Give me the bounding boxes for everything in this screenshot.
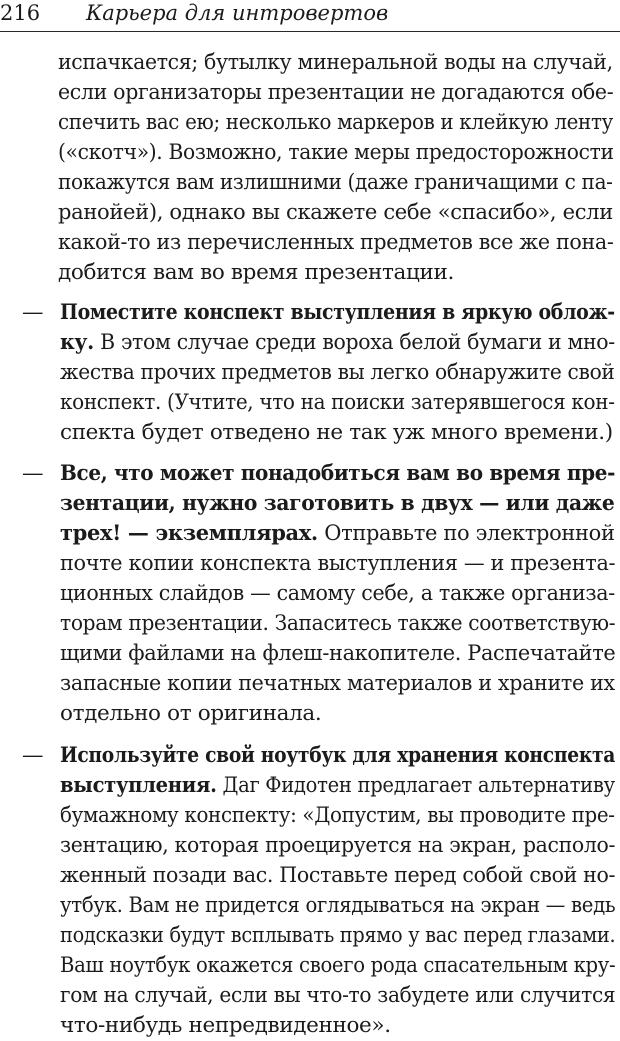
text-line: покажутся вам излишними (даже граничащими с па- (58, 170, 613, 195)
body-text: утбук. Вам не придется оглядываться на экран — ведь (60, 893, 616, 918)
text-line: испачкается; бутылку минеральной воды на случай, (58, 50, 613, 75)
bold-lead-text: Все, что может понадобиться вам во время пре- (60, 461, 616, 486)
page-number: 216 (0, 1, 41, 25)
list-item-line (60, 489, 614, 519)
list-item-line (60, 579, 615, 609)
bold-lead-text: Используйте свой ноутбук для хранения конспекта (60, 743, 616, 768)
body-text: бумажному конспекту: «Допустим, вы проводите пре- (60, 803, 615, 828)
bold-lead-text: зентации, нужно заготовить в двух — или даже (60, 491, 615, 516)
body-text: зентацию, которая проецируется на экран, располо- (60, 833, 616, 858)
list-item-line (60, 771, 615, 801)
body-text: жества прочих предметов вы легко обнаружите свой (60, 360, 615, 385)
text-line: какой-то из перечисленных предметов все же пона- (58, 230, 614, 255)
body-text: Ваш ноутбук окажется своего рода спасательным кру- (60, 953, 616, 978)
list-item-line (60, 891, 615, 921)
body-text: спекта будет отведено не так уж много времени.) (60, 420, 613, 445)
header-rule (0, 31, 620, 32)
text-line: ранойей), однако вы скажете себе «спасибо», если (58, 200, 613, 225)
body-text: подсказки будут всплывать прямо у вас перед глазами. (60, 923, 616, 948)
body-text: В этом случае среди вороха белой бумаги и мно- (93, 330, 615, 355)
bold-lead-text: трех! — экземплярах. (60, 521, 318, 546)
body-text: женный позади вас. Поставьте перед собой свой но- (60, 863, 616, 888)
list-dash: — (22, 300, 44, 325)
bold-lead-text: Поместите конспект выступления в яркую облож- (60, 300, 615, 325)
running-title: Карьера для интровертов (86, 1, 389, 25)
text-line: («скотч»). Возможно, такие меры предосторожности (58, 140, 614, 165)
list-item-line (60, 831, 615, 861)
list-item-line (60, 921, 615, 951)
list-item-line (60, 639, 615, 669)
list-item-line (60, 609, 615, 639)
list-item-line (60, 1011, 391, 1041)
text-line: спечить вас ею; несколько маркеров и клейкую ленту (58, 110, 613, 135)
list-dash: — (22, 743, 44, 768)
body-text: конспект. (Учтите, что на поиски затерявшегося кон- (60, 390, 615, 415)
list-item-line (60, 459, 615, 489)
list-item-line (60, 519, 615, 549)
body-text: торам презентации. Запаситесь также соответствую- (60, 611, 616, 636)
body-text: ционных слайдов — самому себе, а также организа- (60, 581, 615, 606)
body-text: щими файлами на флеш-накопителе. Распечатайте (60, 641, 616, 666)
list-item-line (60, 328, 615, 358)
bold-lead-text: ку. (60, 330, 94, 355)
list-item-line (60, 801, 615, 831)
list-item-line (60, 741, 615, 771)
body-text: Отправьте по электронной (317, 521, 615, 546)
body-text: что-нибудь непредвиденное». (60, 1013, 391, 1038)
body-text: Даг Фидотен предлагает альтернативу (216, 773, 615, 798)
list-item-line (60, 699, 321, 729)
list-dash: — (22, 461, 44, 486)
text-line: добится вам во время презентации. (58, 260, 454, 285)
body-text: отдельно от оригинала. (60, 701, 322, 726)
list-item-line (60, 861, 615, 891)
body-text: запасные копии печатных материалов и храните их (60, 671, 615, 696)
list-item-line (60, 388, 615, 418)
bold-lead-text: выступления. (60, 773, 217, 798)
text-line: если организаторы презентации не догадаются обе- (58, 80, 614, 105)
body-text: почте копии конспекта выступления — и презента- (60, 551, 616, 576)
list-item-line (60, 358, 615, 388)
body-text: гом на случай, если вы что-то забудете или случится (60, 983, 616, 1008)
list-item-line (60, 298, 615, 328)
list-item-line (60, 669, 615, 699)
running-header (0, 0, 620, 36)
list-item-line (60, 981, 615, 1011)
list-item-line (60, 549, 615, 579)
list-item-line (60, 951, 615, 981)
list-item-line (60, 418, 613, 448)
